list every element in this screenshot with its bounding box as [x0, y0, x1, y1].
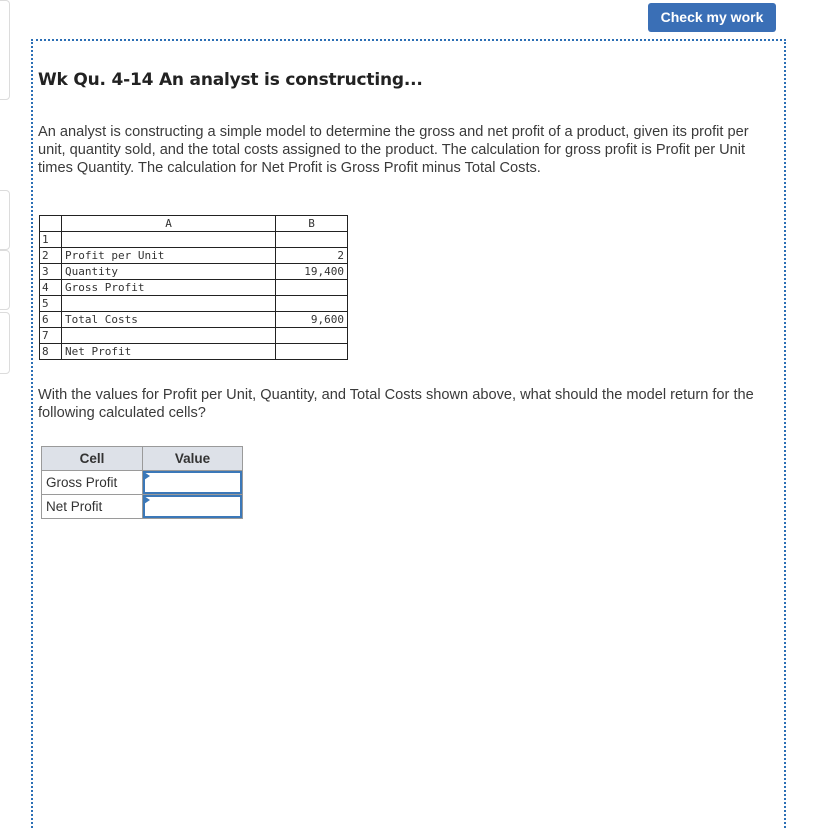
cell-a	[62, 328, 276, 344]
answer-header-row	[42, 447, 243, 471]
cell-a: Quantity	[62, 264, 276, 280]
question-title: Wk Qu. 4-14 An analyst is constructing...	[38, 70, 423, 90]
col-a-header: A	[62, 216, 276, 232]
corner-cell	[40, 216, 62, 232]
gross-profit-input-wrap	[143, 471, 242, 494]
spreadsheet-row	[40, 296, 348, 312]
gross-profit-label: Gross Profit	[42, 471, 143, 495]
spreadsheet-row	[40, 264, 348, 280]
cell-column-header: Cell	[42, 447, 143, 471]
side-card	[0, 0, 10, 100]
answer-row	[42, 495, 243, 519]
side-card	[0, 250, 10, 310]
answer-table	[41, 446, 243, 519]
net-profit-cell	[143, 495, 243, 519]
value-column-header: Value	[143, 447, 243, 471]
cell-a: Total Costs	[62, 312, 276, 328]
cell-a	[62, 232, 276, 248]
cell-b	[276, 280, 348, 296]
spreadsheet-row	[40, 232, 348, 248]
cell-a: Profit per Unit	[62, 248, 276, 264]
cell-b: 2	[276, 248, 348, 264]
row-number: 6	[40, 312, 62, 328]
side-card	[0, 312, 10, 374]
prompt-text: With the values for Profit per Unit, Quantity, and Total Costs shown above, what should the model return for the following calculated cells?	[38, 387, 754, 421]
side-card	[0, 190, 10, 250]
row-number: 4	[40, 280, 62, 296]
cell-b	[276, 232, 348, 248]
answer-row	[42, 471, 243, 495]
spreadsheet-row	[40, 248, 348, 264]
spreadsheet	[39, 215, 348, 360]
net-profit-input-wrap	[143, 495, 242, 518]
row-number: 1	[40, 232, 62, 248]
check-my-work-button[interactable]: Check my work	[648, 3, 776, 32]
spreadsheet-row	[40, 280, 348, 296]
cell-b: 19,400	[276, 264, 348, 280]
cell-b	[276, 328, 348, 344]
row-number: 3	[40, 264, 62, 280]
col-b-header: B	[276, 216, 348, 232]
gross-profit-input[interactable]	[143, 471, 242, 494]
row-number: 5	[40, 296, 62, 312]
cell-b	[276, 296, 348, 312]
cell-a: Net Profit	[62, 344, 276, 360]
cell-b	[276, 344, 348, 360]
spreadsheet-header-row	[40, 216, 348, 232]
spreadsheet-row	[40, 328, 348, 344]
cell-b: 9,600	[276, 312, 348, 328]
question-text: An analyst is constructing a simple model to determine the gross and net profit of a product, given its profit per unit, quantity sold, and the total costs assigned to the product. The calculation for gross profit is Profit per Unit times Quantity. The calculation for Net Profit is Gross Profit minus Total Costs.	[38, 124, 749, 176]
row-number: 2	[40, 248, 62, 264]
net-profit-input[interactable]	[143, 495, 242, 518]
row-number: 8	[40, 344, 62, 360]
spreadsheet-row	[40, 312, 348, 328]
cell-a	[62, 296, 276, 312]
gross-profit-cell	[143, 471, 243, 495]
row-number: 7	[40, 328, 62, 344]
cell-a: Gross Profit	[62, 280, 276, 296]
net-profit-label: Net Profit	[42, 495, 143, 519]
spreadsheet-row	[40, 344, 348, 360]
